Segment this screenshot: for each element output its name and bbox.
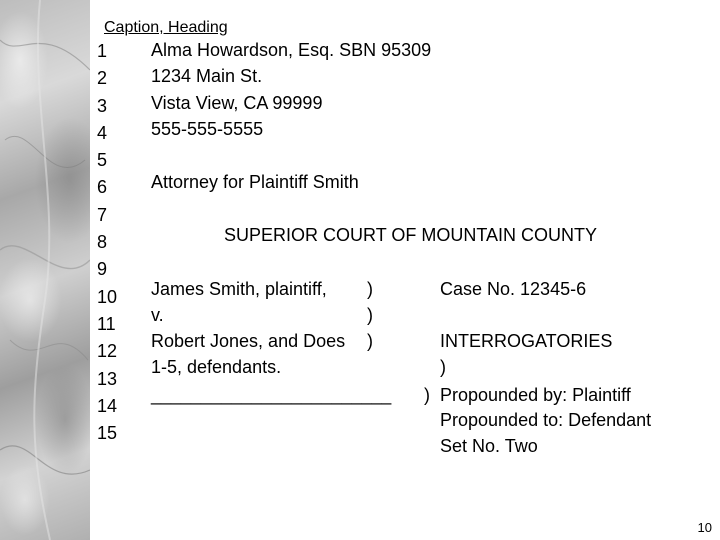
line-number: 15	[97, 423, 118, 444]
line-number: 7	[97, 204, 108, 225]
party-defendant: Robert Jones, and Does	[151, 331, 346, 351]
attorney-street: 1234 Main St.	[151, 66, 263, 86]
party-defendants-cont: 1-5, defendants.	[151, 357, 282, 377]
caption-paren: )	[367, 305, 373, 325]
document-type: INTERROGATORIES	[440, 331, 613, 351]
line-number: 5	[97, 150, 108, 171]
caption-paren: )	[367, 331, 373, 351]
line-number: 3	[97, 95, 108, 116]
attorney-role: Attorney for Plaintiff Smith	[151, 172, 359, 192]
caption-paren: )	[367, 279, 373, 299]
line-number: 1	[97, 41, 108, 61]
attorney-phone: 555-555-5555	[151, 119, 264, 139]
line-number: 6	[97, 177, 108, 198]
line-number: 14	[97, 395, 118, 416]
line-number: 10	[97, 286, 118, 307]
line-number: 11	[97, 313, 116, 334]
line-numbers	[97, 38, 127, 447]
line-number: 4	[97, 122, 108, 143]
case-number: Case No. 12345-6	[440, 279, 587, 299]
attorney-city: Vista View, CA 99999	[151, 93, 323, 113]
line-number: 12	[97, 341, 118, 362]
court-name: SUPERIOR COURT OF MOUNTAIN COUNTY	[224, 225, 598, 245]
marble-sidebar	[0, 0, 90, 540]
set-number: Set No. Two	[440, 436, 538, 456]
propounded-by: Propounded by: Plaintiff	[440, 385, 631, 405]
page-number: 10	[697, 520, 712, 535]
line-number: 13	[97, 368, 118, 389]
marble-veins	[0, 0, 90, 540]
caption-paren: )	[424, 385, 430, 405]
party-versus: v.	[151, 305, 164, 325]
caption-paren: )	[440, 357, 446, 377]
line-number: 8	[97, 232, 108, 253]
line-number: 2	[97, 68, 108, 89]
propounded-to: Propounded to: Defendant	[440, 410, 652, 430]
signature-rule: ________________________	[151, 385, 392, 405]
party-plaintiff: James Smith, plaintiff,	[151, 279, 327, 299]
line-number: 9	[97, 259, 108, 280]
slide-caption: Caption, Heading	[104, 19, 228, 36]
attorney-name: Alma Howardson, Esq. SBN 95309	[151, 40, 432, 60]
